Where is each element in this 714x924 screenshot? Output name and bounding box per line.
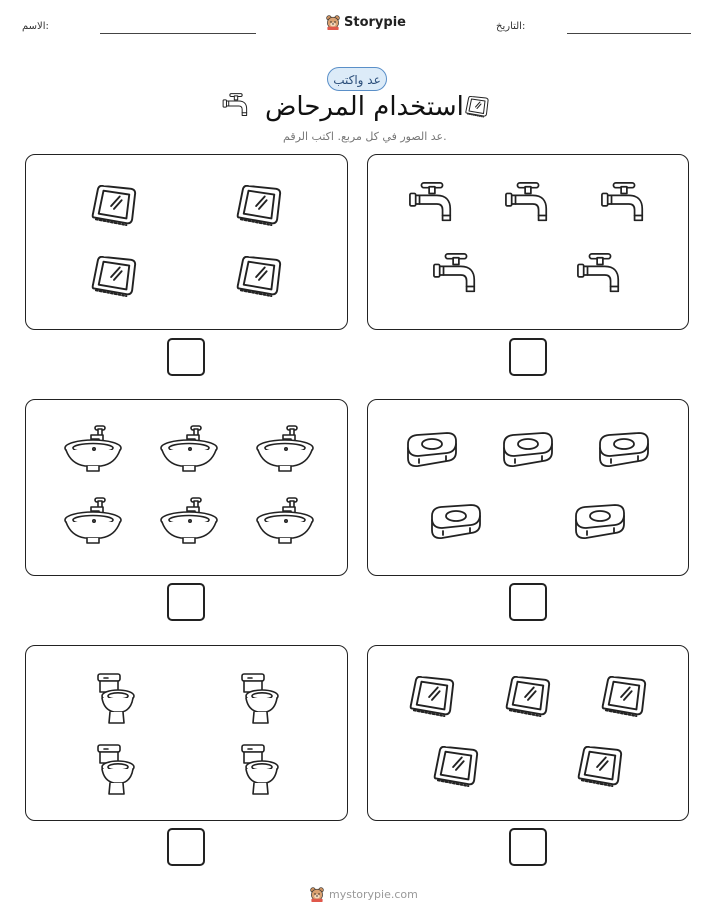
mirror-icon xyxy=(90,256,138,298)
name-line[interactable] xyxy=(100,33,256,34)
brand-name: Storypie xyxy=(344,14,406,30)
page-title: استخدام المرحاض xyxy=(265,92,464,122)
toilet-icon xyxy=(96,672,136,726)
sink-icon xyxy=(63,424,123,474)
mirror-icon xyxy=(235,185,283,227)
bear-icon xyxy=(325,14,341,30)
brand-logo xyxy=(325,14,406,30)
count-panel-mirrors-1 xyxy=(25,154,348,330)
tap-icon xyxy=(432,251,480,299)
footer xyxy=(309,886,418,902)
answer-box-toilets[interactable] xyxy=(167,828,205,866)
toilet-icon xyxy=(240,743,280,797)
name-label: الاسم: xyxy=(22,21,49,32)
answer-box-mirrors-1[interactable] xyxy=(167,338,205,376)
mirror-icon xyxy=(90,185,138,227)
count-panel-toilets xyxy=(25,645,348,821)
activity-badge: عد واكتب xyxy=(327,67,387,91)
toilet-icon xyxy=(240,672,280,726)
soap-icon xyxy=(573,502,627,542)
mirror-icon xyxy=(408,676,456,718)
count-panel-soaps xyxy=(367,399,689,576)
tap-icon xyxy=(576,251,624,299)
soap-icon xyxy=(597,430,651,470)
tap-icon xyxy=(504,180,552,228)
mirror-icon xyxy=(504,676,552,718)
mirror-icon xyxy=(600,676,648,718)
date-label: التاريخ: xyxy=(496,21,526,32)
mirror-icon xyxy=(464,96,490,118)
soap-icon xyxy=(405,430,459,470)
tap-icon xyxy=(408,180,456,228)
soap-icon xyxy=(429,502,483,542)
bear-icon xyxy=(309,886,325,902)
answer-box-soaps[interactable] xyxy=(509,583,547,621)
sink-icon xyxy=(159,496,219,546)
tap-icon xyxy=(222,92,250,120)
sink-icon xyxy=(255,496,315,546)
answer-box-taps[interactable] xyxy=(509,338,547,376)
sink-icon xyxy=(255,424,315,474)
date-line[interactable] xyxy=(567,33,691,34)
answer-box-sinks[interactable] xyxy=(167,583,205,621)
tap-icon xyxy=(600,180,648,228)
count-panel-sinks xyxy=(25,399,348,576)
count-panel-taps xyxy=(367,154,689,330)
sink-icon xyxy=(63,496,123,546)
toilet-icon xyxy=(96,743,136,797)
mirror-icon xyxy=(235,256,283,298)
mirror-icon xyxy=(576,746,624,788)
footer-url[interactable]: mystorypie.com xyxy=(329,887,418,901)
count-panel-mirrors-2 xyxy=(367,645,689,821)
mirror-icon xyxy=(432,746,480,788)
soap-icon xyxy=(501,430,555,470)
sink-icon xyxy=(159,424,219,474)
answer-box-mirrors-2[interactable] xyxy=(509,828,547,866)
instructions: عد الصور في كل مربع. اكتب الرقم. xyxy=(283,130,447,143)
